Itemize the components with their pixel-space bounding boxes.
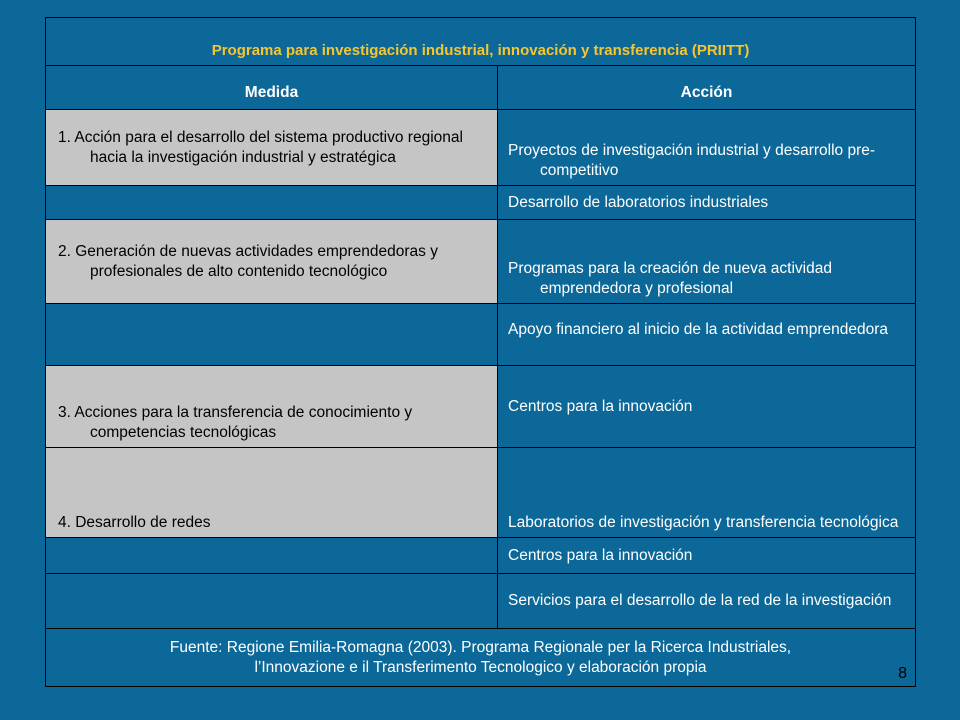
accion-cell [498,366,916,448]
table-row [46,538,916,574]
medida-cell [46,448,498,538]
accion-cell [498,220,916,304]
table-row [46,186,916,220]
accion-text: Programas para la creación de nueva actividad emprendedora y profesional [508,260,832,297]
accion-cell [498,186,916,220]
medida-text: 4. Desarrollo de redes [58,514,211,531]
medida-cell [46,366,498,448]
page-number: 8 [898,665,908,682]
accion-text: Laboratorios de investigación y transferencia tecnológica [508,514,899,531]
accion-cell [498,110,916,186]
table-row [46,574,916,629]
medida-cell [46,110,498,186]
medida-cell-empty [46,186,498,220]
accion-cell [498,538,916,574]
source-line-2: l’Innovazione e il Transferimento Tecnologico y elaboración propia [254,658,707,676]
accion-text: Desarrollo de laboratorios industriales [508,193,769,211]
accion-cell [498,304,916,366]
priitt-table [45,17,916,687]
table-title: Programa para investigación industrial, innovación y transferencia (PRIITT) [46,18,916,66]
table-row [46,366,916,448]
accion-cell [498,448,916,538]
medida-text: 1. Acción para el desarrollo del sistema productivo regional hacia la investigación industrial y estratégica [58,128,463,166]
medida-cell-empty [46,538,498,574]
accion-text: Centros para la innovación [508,397,693,415]
source-line-1: Fuente: Regione Emilia-Romagna (2003). Programa Regionale per la Ricerca Industriales, [169,638,792,656]
table-row [46,110,916,186]
header-medida: Medida [46,66,498,110]
header-accion: Acción [498,66,916,110]
medida-cell-empty [46,574,498,629]
accion-text: Proyectos de investigación industrial y desarrollo pre-competitivo [508,142,876,179]
medida-cell [46,220,498,304]
accion-cell [498,574,916,629]
table-row [46,448,916,538]
source-note [46,629,916,687]
accion-text: Servicios para el desarrollo de la red de la investigación [508,592,892,609]
table-row [46,304,916,366]
medida-text: 3. Acciones para la transferencia de conocimiento y competencias tecnológicas [58,404,413,441]
accion-text: Apoyo financiero al inicio de la actividad emprendedora [508,321,888,338]
medida-text: 2. Generación de nuevas actividades emprendedoras y profesionales de alto contenido tecnológico [58,242,438,280]
medida-cell-empty [46,304,498,366]
table-row [46,220,916,304]
accion-text: Centros para la innovación [508,546,693,564]
